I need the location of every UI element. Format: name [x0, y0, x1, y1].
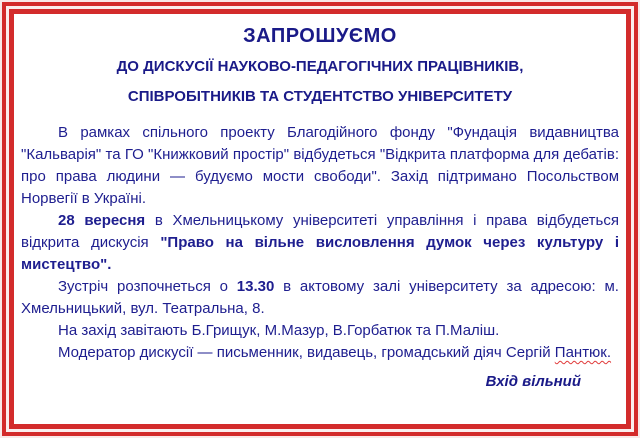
paragraph-time-location — [21, 276, 619, 320]
text-segment-discussion-title: "Право на вільне висловлення думок через культуру і мистецтво". — [21, 234, 619, 273]
text-segment: В рамках спільного проекту Благодійного фонду "Фундація видавництва "Кальварія" та ГО "Книжковий простір" відбудеться "Відкрита платформа для дебатів: про права людини — будуємо мости свободи". Захід підтримано Посольством Норвегії в Україні. — [21, 124, 619, 207]
free-entry-note: Вхід вільний — [485, 373, 581, 390]
paragraph-project-intro — [21, 122, 619, 210]
text-segment: Модератор дискусії — письменник, видавець, громадський діяч Сергій — [58, 344, 555, 361]
text-segment: в актовому залі університету за адресою: м. Хмельницький, вул. Театральна, 8. — [21, 278, 619, 317]
page-title: ЗАПРОШУЄМО — [243, 25, 397, 47]
text-segment: На захід завітають Б.Грищук, М.Мазур, В.Горбатюк та П.Маліш. — [58, 322, 500, 339]
paragraph-moderator — [21, 342, 619, 364]
body-text — [21, 122, 619, 364]
inner-red-frame — [9, 9, 631, 429]
text-segment: Зустріч розпочнеться о — [58, 278, 237, 295]
paragraph-guests — [21, 320, 619, 342]
text-segment-date: 28 вересня — [58, 212, 146, 229]
invitation-content — [14, 14, 626, 424]
text-segment-time: 13.30 — [236, 278, 275, 295]
subtitle-line-2: СПІВРОБІТНИКІВ ТА СТУДЕНТСТВО УНІВЕРСИТЕТУ — [127, 88, 513, 105]
paragraph-event-announcement — [21, 210, 619, 276]
text-segment-moderator-name: Пантюк. — [554, 344, 612, 361]
subtitle-line-1: ДО ДИСКУСІЇ НАУКОВО-ПЕДАГОГІЧНИХ ПРАЦІВНИКІВ, — [116, 58, 524, 75]
outer-red-frame — [2, 2, 638, 436]
text-segment: в Хмельницькому університеті управління і права відбудеться відкрита дискусія — [21, 212, 619, 251]
